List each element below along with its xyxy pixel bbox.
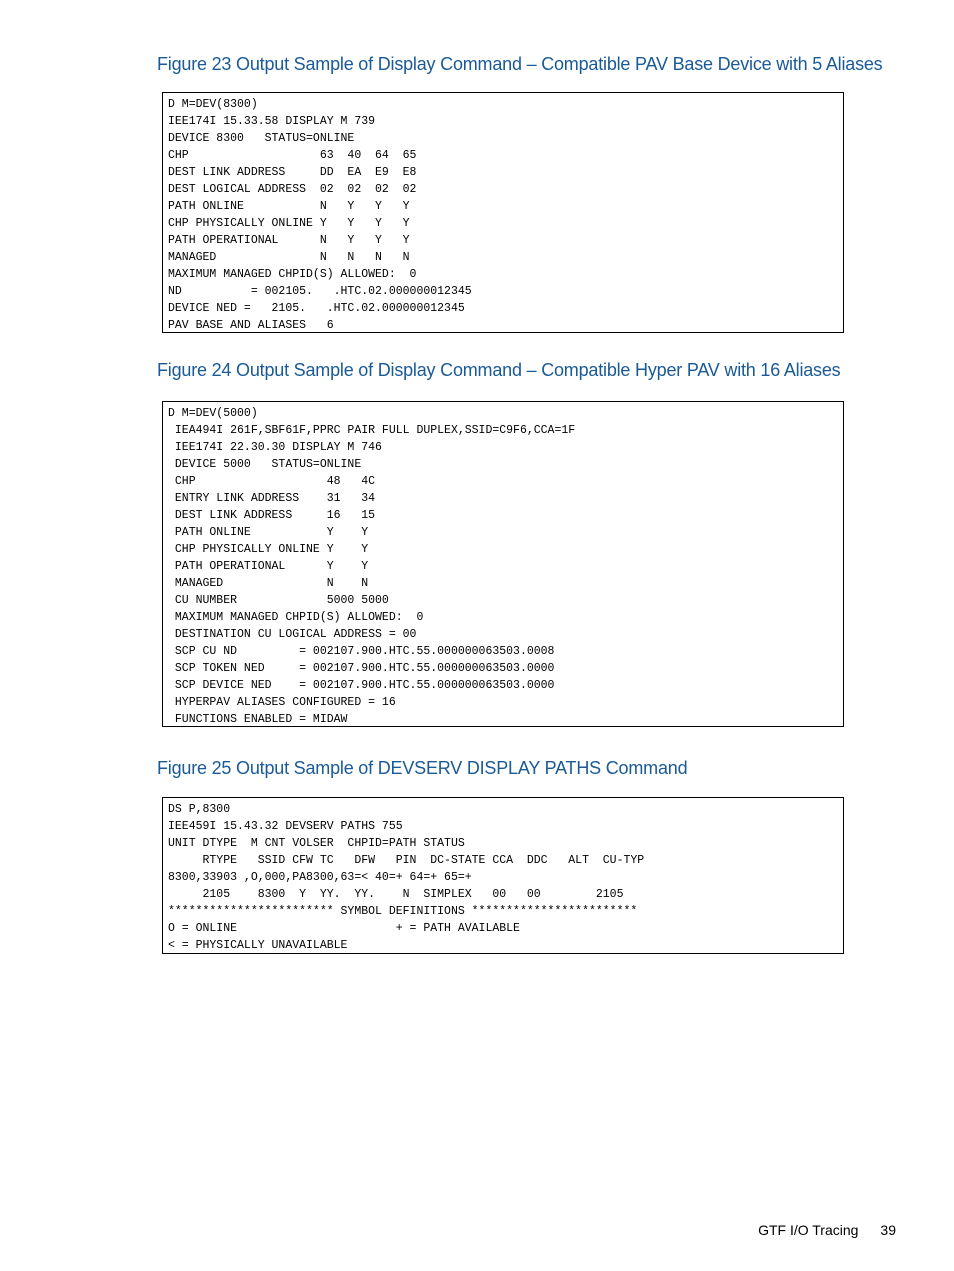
figure-24-output-box: [162, 401, 844, 727]
page-footer: [758, 1222, 896, 1238]
figure-23-output-text: D M=DEV(8300) IEE174I 15.33.58 DISPLAY M 739 DEVICE 8300 STATUS=ONLINE CHP 63 40 64 65 DEST LINK ADDRESS DD EA E9 E8 DEST LOGICAL ADDRESS 02 02 02 02 PATH ONLINE N Y Y Y CHP PHYSICALLY ONLINE Y Y Y Y PATH OPERATIONAL N Y Y Y MANAGED N N N N MAXIMUM MANAGED CHPID(S) ALLOWED: 0 ND = 002105. .HTC.02.000000012345 DEVICE NED = 2105. .HTC.02.000000012345 PAV BASE AND ALIASES 6: [168, 98, 472, 332]
figure-25-caption: Figure 25 Output Sample of DEVSERV DISPLAY PATHS Command: [157, 758, 688, 778]
page-number: 39: [880, 1222, 896, 1238]
footer-section-title: GTF I/O Tracing: [758, 1222, 859, 1238]
figure-25-output-box: [162, 797, 844, 954]
figure-24-output-text: D M=DEV(5000) IEA494I 261F,SBF61F,PPRC PAIR FULL DUPLEX,SSID=C9F6,CCA=1F IEE174I 22.30.30 DISPLAY M 746 DEVICE 5000 STATUS=ONLINE CHP 48 4C ENTRY LINK ADDRESS 31 34 DEST LINK ADDRESS 16 15 PATH ONLINE Y Y CHP PHYSICALLY ONLINE Y Y PATH OPERATIONAL Y Y MANAGED N N CU NUMBER 5000 5000 MAXIMUM MANAGED CHPID(S) ALLOWED: 0 DESTINATION CU LOGICAL ADDRESS = 00 SCP CU ND = 002107.900.HTC.55.000000063503.0008 SCP TOKEN NED = 002107.900.HTC.55.000000063503.0000 SCP DEVICE NED = 002107.900.HTC.55.000000063503.0000 HYPERPAV ALIASES CONFIGURED = 16 FUNCTIONS ENABLED = MIDAW: [168, 407, 576, 726]
figure-23-output-box: [162, 92, 844, 333]
figure-25-output-text: DS P,8300 IEE459I 15.43.32 DEVSERV PATHS 755 UNIT DTYPE M CNT VOLSER CHPID=PATH STATUS RTYPE SSID CFW TC DFW PIN DC-STATE CCA DDC ALT CU-TYP 8300,33903 ,O,000,PA8300,63=< 40=+ 64=+ 65=+ 2105 8300 Y YY. YY. N SIMPLEX 00 00 2105 ************************ SYMBOL DEFINITIONS ************************ O = ONLINE + = PATH AVAILABLE < = PHYSICALLY UNAVAILABLE: [168, 803, 645, 952]
figure-23-caption: Figure 23 Output Sample of Display Command – Compatible PAV Base Device with 5 Aliases: [157, 54, 883, 74]
figure-24-caption: Figure 24 Output Sample of Display Command – Compatible Hyper PAV with 16 Aliases: [157, 360, 841, 380]
